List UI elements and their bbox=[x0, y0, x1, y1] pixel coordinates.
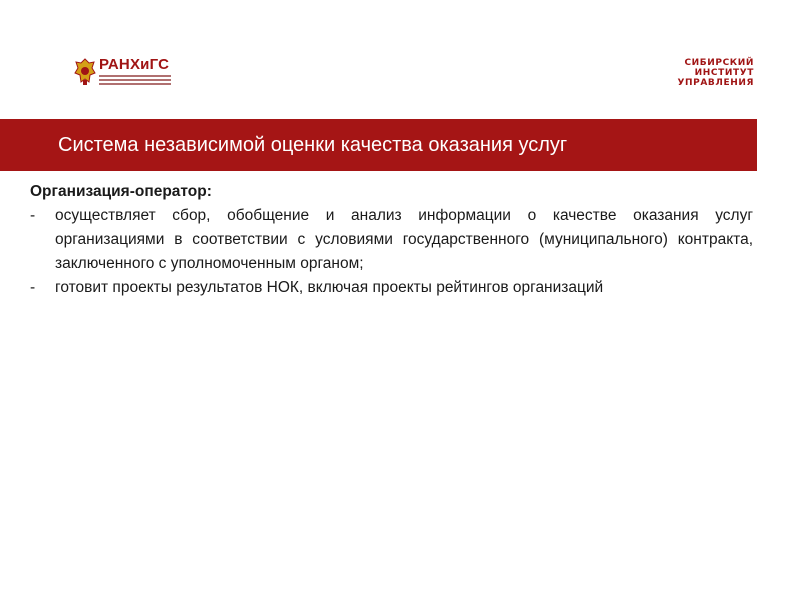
logo-line-3: УПРАВЛЕНИЯ bbox=[677, 78, 754, 88]
ranepa-logo bbox=[74, 57, 171, 87]
list-item bbox=[27, 204, 753, 276]
list-item-text: готовит проекты результатов НОК, включая проекты рейтингов организаций bbox=[55, 279, 604, 296]
content-heading: Организация-оператор: bbox=[30, 183, 212, 200]
slide-content bbox=[27, 180, 753, 300]
eagle-emblem-icon bbox=[74, 57, 96, 87]
logo-line-2: ИНСТИТУТ bbox=[694, 68, 754, 78]
bullet-marker: - bbox=[30, 279, 36, 296]
bullet-list bbox=[27, 204, 753, 300]
ranepa-logo-subtitle-lines bbox=[99, 75, 171, 87]
title-bar bbox=[0, 119, 757, 171]
ranepa-logo-text: РАНХиГС bbox=[99, 56, 170, 73]
slide-title: Система независимой оценки качества оказания услуг bbox=[58, 133, 568, 156]
slide-header bbox=[0, 0, 800, 108]
siberian-institute-logo bbox=[677, 58, 754, 88]
list-item-text: осуществляет сбор, обобщение и анализ информации о качестве оказания услуг организациями в соответствии с условиями государственного (муниципального) контракта, заключенного с уполномоченным органом; bbox=[55, 207, 753, 272]
logo-line-1: СИБИРСКИЙ bbox=[684, 58, 754, 68]
list-item bbox=[27, 276, 753, 300]
bullet-marker: - bbox=[30, 207, 36, 224]
